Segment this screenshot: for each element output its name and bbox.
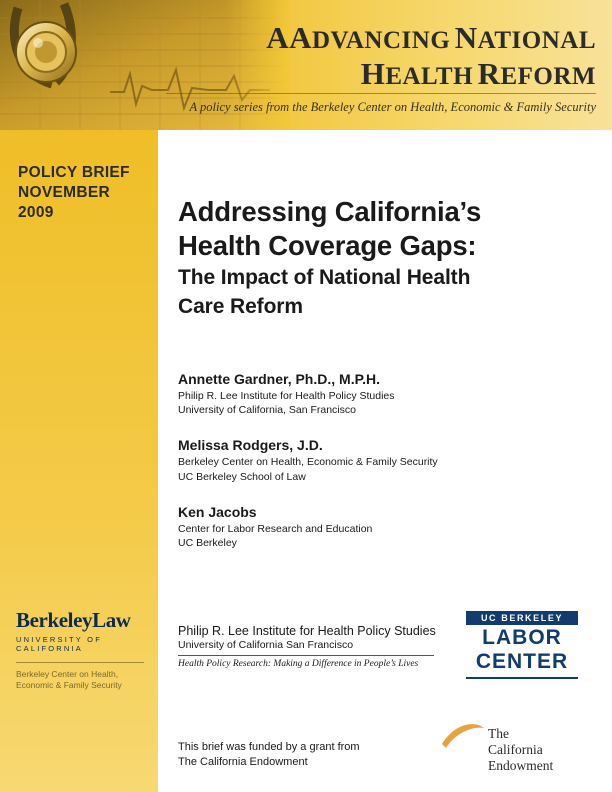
divider <box>16 662 144 663</box>
policy-brief-line3: 2009 <box>18 203 54 221</box>
funding-note-line2: The California Endowment <box>178 756 308 769</box>
funding-note <box>178 740 360 770</box>
series-title-line2 <box>166 58 596 89</box>
institute-line2: University of California San Francisco <box>178 639 354 651</box>
header-band <box>0 0 612 130</box>
labor-center-top: UC BERKELEY <box>466 611 578 625</box>
institute-logo <box>178 624 448 669</box>
author-name: Annette Gardner, Ph.D., M.P.H. <box>178 371 381 388</box>
author-name: Ken Jacobs <box>178 503 257 520</box>
labor-center-word2: CENTER <box>475 650 569 674</box>
policy-brief-line1: POLICY BRIEF <box>18 164 130 181</box>
endowment-wordmark <box>488 726 553 774</box>
page-subtitle-line2: Care Reform <box>178 294 303 318</box>
author-name: Melissa Rodgers, J.D. <box>178 437 323 454</box>
left-color-sidebar <box>0 130 158 792</box>
berkeley-law-university: UNIVERSITY OF CALIFORNIA <box>16 635 102 653</box>
series-title-line2-text: HEALTH REFORM <box>360 56 596 91</box>
endowment-line2: California <box>488 741 543 757</box>
chefs-center-line2: Economic & Family Security <box>16 680 122 691</box>
series-title-line1: AADVANCING NATIONAL <box>266 20 596 55</box>
header-divider <box>166 93 596 94</box>
divider <box>178 655 434 656</box>
list-item <box>178 437 596 483</box>
author-affiliation: University of California, San Francisco <box>178 404 356 417</box>
author-affiliation: UC Berkeley <box>178 536 237 549</box>
labor-center-logo <box>466 611 578 679</box>
berkeley-law-wordmark: BerkeleyLaw <box>16 608 131 632</box>
series-title <box>166 22 596 89</box>
chefs-center-line1: Berkeley Center on Health, <box>16 669 119 679</box>
author-affiliation: Berkeley Center on Health, Economic & Family Security <box>178 456 438 469</box>
page-title-line1: Addressing California’s <box>178 196 482 227</box>
page-title-line2: Health Coverage Gaps: <box>178 229 477 261</box>
series-title-line1-text: ADVANCING NATIONAL <box>289 20 596 55</box>
california-endowment-logo <box>440 718 590 773</box>
labor-center-word1: LABOR <box>482 626 562 649</box>
main-column <box>178 130 596 570</box>
endowment-line1: The <box>488 726 509 741</box>
endowment-line3: Endowment <box>488 757 554 773</box>
divider <box>466 677 578 679</box>
institute-line1: Philip R. Lee Institute for Health Policy Studies <box>178 624 436 638</box>
series-subtitle: A policy series from the Berkeley Center on Health, Economic & Family Security <box>189 100 596 114</box>
funding-note-line1: This brief was funded by a grant from <box>178 741 360 753</box>
institute-tagline: Health Policy Research: Making a Difference in People’s Lives <box>178 659 419 669</box>
policy-brief-line2: NOVEMBER <box>18 183 110 201</box>
policy-brief-label <box>18 163 153 222</box>
list-item <box>178 371 596 417</box>
page-title <box>178 195 596 319</box>
author-affiliation: Philip R. Lee Institute for Health Policy Studies <box>178 390 395 403</box>
author-affiliation: UC Berkeley School of Law <box>178 470 306 483</box>
list-item <box>178 504 596 550</box>
berkeley-law-logo <box>16 608 152 692</box>
author-list <box>178 371 596 549</box>
swoosh-icon <box>440 718 486 752</box>
author-affiliation: Center for Labor Research and Education <box>178 522 373 535</box>
page-subtitle-line1: The Impact of National Health <box>178 266 471 290</box>
